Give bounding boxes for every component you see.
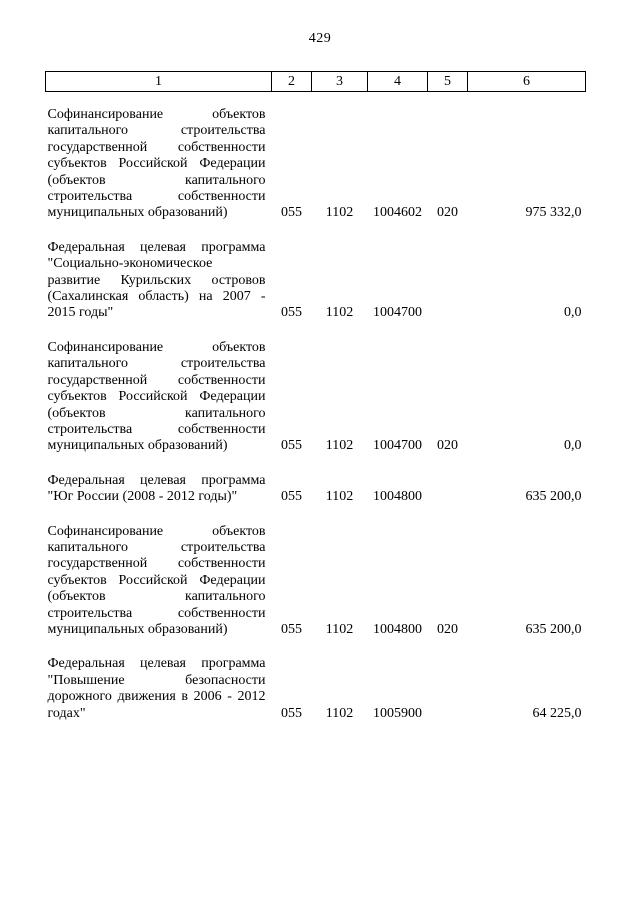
row-col3: 1102: [325, 621, 354, 637]
column-header-6: 6: [468, 72, 586, 92]
table-row: [46, 524, 586, 639]
row-col4: 1004602: [373, 205, 422, 221]
row-col2: 055: [281, 438, 302, 454]
table-row: [46, 340, 586, 455]
column-header-1: 1: [46, 72, 272, 92]
row-amount: 0,0: [564, 305, 582, 321]
table-row: [46, 107, 586, 222]
row-col2: 055: [281, 305, 302, 321]
row-col5: 020: [437, 621, 458, 637]
row-col3: 1102: [325, 438, 354, 454]
row-amount: 635 200,0: [525, 621, 582, 637]
column-header-3: 3: [312, 72, 368, 92]
row-description: Софинансирование объектов капитального строительства государственной собственности субъектов Российской Федерации (объектов капитального строительства собственности муниципальных образований): [47, 339, 266, 454]
column-header-4: 4: [368, 72, 428, 92]
row-col5: 020: [437, 438, 458, 454]
row-col5: 020: [437, 205, 458, 221]
table-header-row: [46, 72, 586, 92]
row-col5: [428, 240, 468, 322]
row-col5: [428, 656, 468, 722]
table-row: [46, 240, 586, 322]
row-col3: 1102: [325, 705, 354, 721]
row-description: Софинансирование объектов капитального строительства государственной собственности субъектов Российской Федерации (объектов капитального строительства собственности муниципальных образований): [47, 523, 266, 637]
column-header-2: 2: [272, 72, 312, 92]
row-col3: 1102: [325, 489, 354, 505]
row-amount: 975 332,0: [525, 205, 582, 221]
row-col4: 1005900: [373, 705, 422, 721]
row-col4: 1004800: [373, 489, 422, 505]
row-col3: 1102: [325, 205, 354, 221]
table-row: [46, 473, 586, 506]
column-header-5: 5: [428, 72, 468, 92]
row-col4: 1004700: [373, 305, 422, 321]
row-col5: [428, 473, 468, 506]
budget-table: [45, 71, 586, 722]
row-col3: 1102: [325, 305, 354, 321]
row-col2: 055: [281, 205, 302, 221]
row-description: Федеральная целевая программа "Повышение безопасности дорожного движения в 2006 - 2012 годах": [47, 656, 266, 721]
row-col2: 055: [281, 621, 302, 637]
row-col4: 1004800: [373, 621, 422, 637]
row-description: Федеральная целевая программа "Юг России (2008 - 2012 годы)": [47, 472, 266, 505]
row-col4: 1004700: [373, 438, 422, 454]
row-description: Федеральная целевая программа "Социально-экономическое развитие Курильских островов (Сахалинская область) на 2007 - 2015 годы": [47, 239, 266, 321]
row-amount: 635 200,0: [525, 489, 582, 505]
table-row: [46, 656, 586, 722]
page-number: 429: [308, 31, 332, 46]
row-amount: 0,0: [564, 438, 582, 454]
row-col2: 055: [281, 705, 302, 721]
row-description: Софинансирование объектов капитального строительства государственной собственности субъектов Российской Федерации (объектов капитального строительства собственности муниципальных образований): [47, 107, 266, 221]
row-col2: 055: [281, 489, 302, 505]
row-amount: 64 225,0: [532, 705, 582, 721]
